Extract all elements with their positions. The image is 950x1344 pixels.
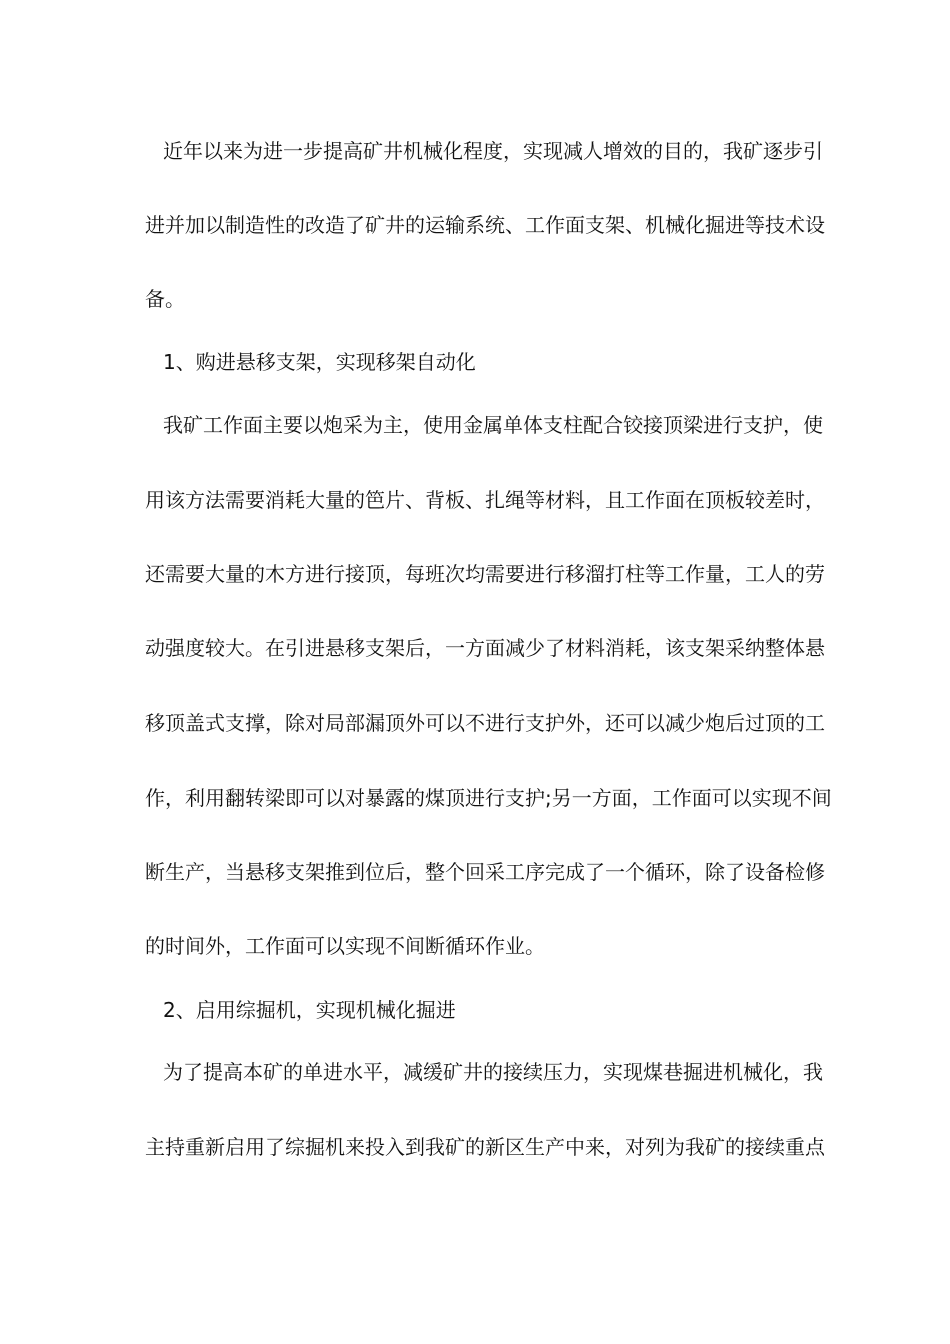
section-1-line-8: 的时间外，工作面可以实现不间断循环作业。 [145, 934, 545, 958]
intro-line-2: 进并加以制造性的改造了矿井的运输系统、工作面支架、机械化掘进等技术设 [145, 213, 825, 237]
section-2-line-2: 主持重新启用了综掘机来投入到我矿的新区生产中来，对列为我矿的接续重点 [145, 1135, 825, 1159]
section-1-line-1: 我矿工作面主要以炮采为主，使用金属单体支柱配合铰接顶梁进行支护，使 [163, 413, 823, 437]
section-1-line-4: 动强度较大。在引进悬移支架后，一方面减少了材料消耗，该支架采纳整体悬 [145, 636, 825, 660]
section-1-heading: 1、购进悬移支架，实现移架自动化 [163, 350, 476, 374]
intro-line-3: 备。 [145, 287, 185, 311]
section-2-line-1: 为了提高本矿的单进水平，减缓矿井的接续压力，实现煤巷掘进机械化，我 [163, 1060, 823, 1084]
section-2-heading: 2、启用综掘机，实现机械化掘进 [163, 998, 456, 1022]
section-1-line-5: 移顶盖式支撑，除对局部漏顶外可以不进行支护外，还可以减少炮后过顶的工 [145, 711, 825, 735]
intro-line-1: 近年以来为进一步提高矿井机械化程度，实现减人增效的目的，我矿逐步引 [163, 139, 823, 163]
section-1-line-2: 用该方法需要消耗大量的笆片、背板、扎绳等材料，且工作面在顶板较差时， [145, 488, 825, 512]
section-1-line-3: 还需要大量的木方进行接顶，每班次均需要进行移溜打柱等工作量，工人的劳 [145, 562, 825, 586]
section-1-line-6: 作，利用翻转梁即可以对暴露的煤顶进行支护;另一方面，工作面可以实现不间 [145, 786, 832, 810]
section-1-line-7: 断生产，当悬移支架推到位后，整个回采工序完成了一个循环，除了设备检修 [145, 860, 825, 884]
